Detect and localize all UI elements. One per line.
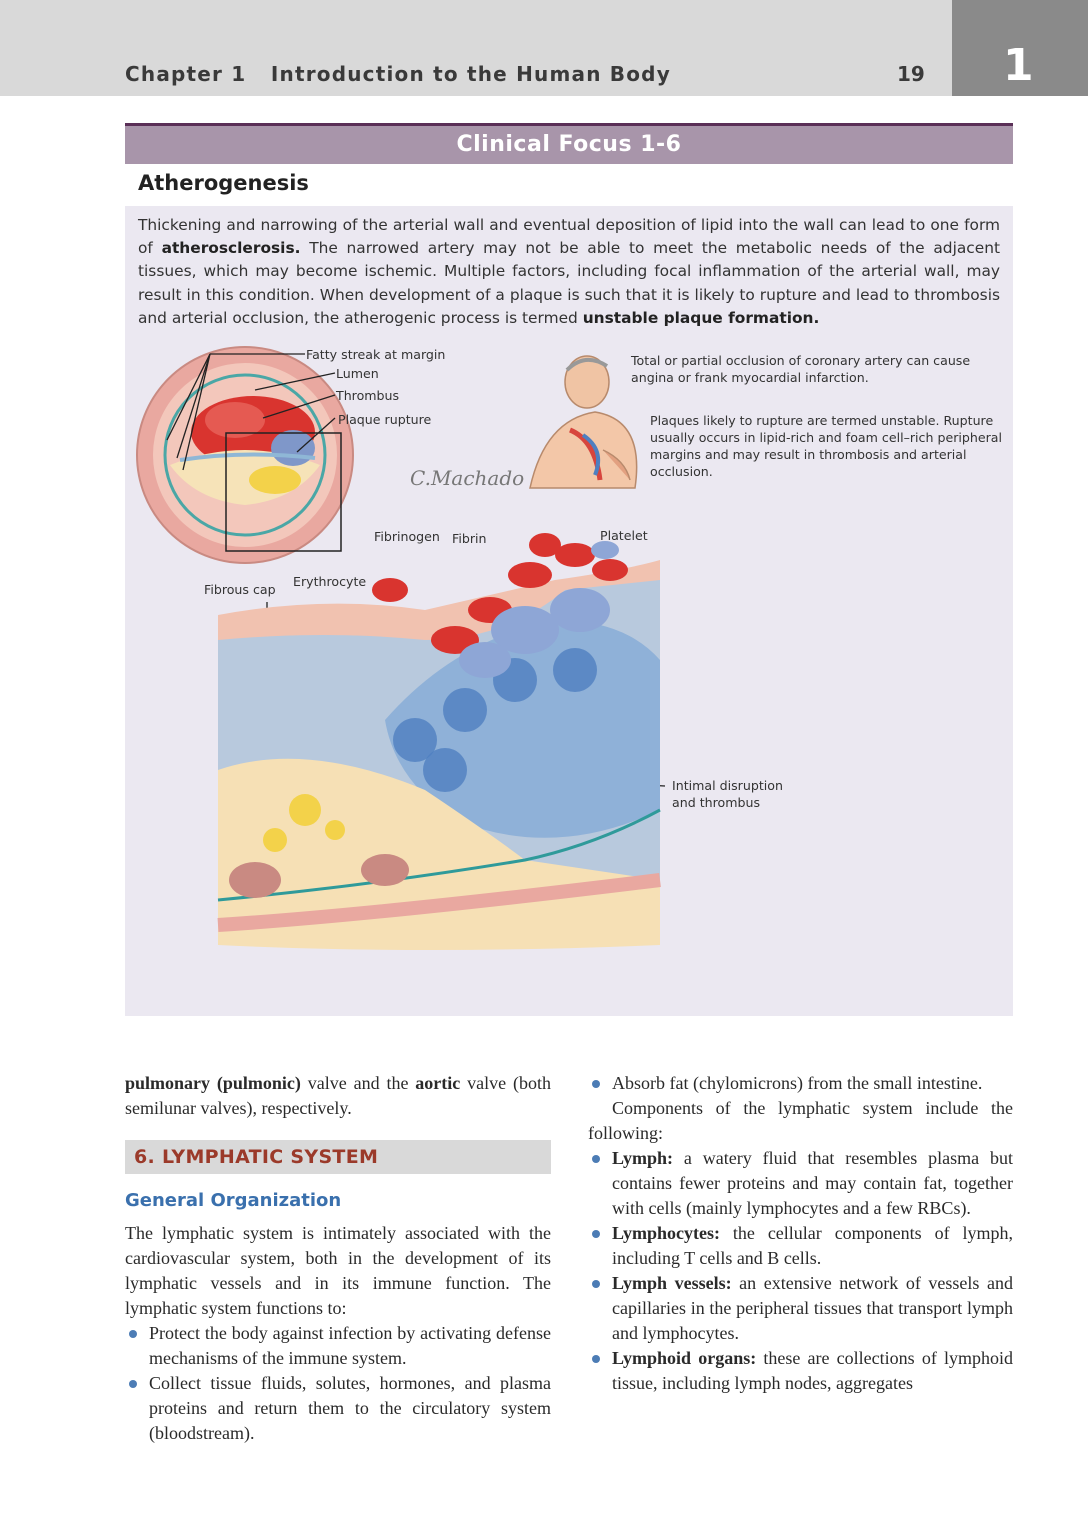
- left-body: [125, 1221, 551, 1446]
- chapter-title: Chapter 1 Introduction to the Human Body: [125, 62, 671, 86]
- label-fatty-streak: Fatty streak at margin: [306, 347, 446, 362]
- intro-text-1: valve and the: [300, 1073, 416, 1093]
- patient-figure: [530, 356, 637, 488]
- clinical-focus-heading: Atherogenesis: [138, 171, 309, 195]
- list-item: [588, 1346, 1013, 1396]
- label-lumen: Lumen: [336, 366, 379, 381]
- label-fibrous-cap: Fibrous cap: [204, 582, 276, 597]
- subheading: General Organization: [125, 1190, 342, 1211]
- item-text: these are collections of lymphoid tissue, including lymph nodes, aggregates: [612, 1348, 1013, 1393]
- artery-cross-section: [137, 347, 353, 563]
- label-platelet: Platelet: [600, 528, 648, 543]
- clinical-focus-paragraph: [138, 214, 1000, 330]
- lymphatic-paragraph: The lymphatic system is intimately associated with the cardiovascular system, both in the development of its lymphatic vessels and in its immune function. The lymphatic system functions to:: [125, 1223, 551, 1318]
- term-lymphoid-organs: Lymphoid organs:: [612, 1348, 757, 1368]
- term-pulmonary: pulmonary (pulmonic): [125, 1073, 301, 1093]
- para-text-2: The narrowed artery may not be able to meet the metabolic needs of the adjacent tissues, which may become ischemic. Multiple factors, including focal inflammation of the arterial wall, may result in this condition. When development of a plaque is such that it is likely to rupture and lead to thrombosis and arterial occlusion, the atherogenic process is termed: [138, 239, 1000, 327]
- label-occlusion-note: Total or partial occlusion of coronary artery can cause angina or frank myocardial infarction.: [631, 353, 971, 385]
- components-intro: Components of the lymphatic system include the following:: [588, 1098, 1013, 1143]
- right-body: [588, 1071, 1013, 1396]
- item-text: an extensive network of vessels and capillaries in the peripheral tissues that transport lymph and lymphocytes.: [612, 1273, 1013, 1343]
- term-aortic: aortic: [415, 1073, 461, 1093]
- list-item: Absorb fat (chylomicrons) from the small intestine.: [588, 1071, 1013, 1096]
- label-thrombus: Thrombus: [336, 388, 400, 403]
- label-erythrocyte: Erythrocyte: [293, 574, 367, 589]
- list-item: Collect tissue fluids, solutes, hormones, and plasma proteins and return them to the circulatory system (bloodstream).: [125, 1371, 551, 1446]
- para-text-1: Thickening and narrowing of the arterial wall and eventual deposition of lipid into the wall can lead to one form of: [138, 216, 1000, 258]
- chapter-tab-number: 1: [1003, 40, 1034, 91]
- list-item: [588, 1146, 1013, 1221]
- term-lymphocytes: Lymphocytes:: [612, 1223, 720, 1243]
- atherogenesis-illustration: [125, 340, 1013, 1010]
- artist-signature: C.Machado: [410, 466, 525, 490]
- label-fibrin: Fibrin: [452, 531, 487, 546]
- list-item: [588, 1271, 1013, 1346]
- label-intimal-disruption: Intimal disruption and thrombus: [672, 778, 783, 810]
- label-plaque-rupture: Plaque rupture: [338, 412, 432, 427]
- section-title: 6. LYMPHATIC SYSTEM: [134, 1146, 379, 1168]
- term-atherosclerosis: atherosclerosis.: [161, 239, 301, 258]
- clinical-focus-banner: [125, 126, 1013, 164]
- term-unstable-plaque: unstable plaque formation.: [582, 308, 820, 327]
- list-item: Protect the body against infection by activating defense mechanisms of the immune system.: [125, 1321, 551, 1371]
- label-unstable-note: Plaques likely to rupture are termed unstable. Rupture usually occurs in lipid-rich and foam cell–rich peripheral margins and may result in thrombosis and arterial occlusion.: [650, 413, 1002, 479]
- page-number: 19: [897, 62, 925, 86]
- intro-text-2: valve (both semilunar valves), respectively.: [125, 1073, 551, 1118]
- list-item: [588, 1221, 1013, 1271]
- term-lymph: Lymph:: [612, 1148, 674, 1168]
- label-fibrinogen: Fibrinogen: [374, 529, 440, 544]
- left-intro-paragraph: [125, 1071, 551, 1121]
- clinical-focus-title: Clinical Focus 1-6: [456, 132, 682, 157]
- item-text: the cellular components of lymph, including T cells and B cells.: [612, 1223, 1013, 1268]
- term-lymph-vessels: Lymph vessels:: [612, 1273, 732, 1293]
- item-text: a watery fluid that resembles plasma but contains fewer proteins and may contain fat, together with cells (mainly lymphocytes and a few RBCs).: [612, 1148, 1013, 1218]
